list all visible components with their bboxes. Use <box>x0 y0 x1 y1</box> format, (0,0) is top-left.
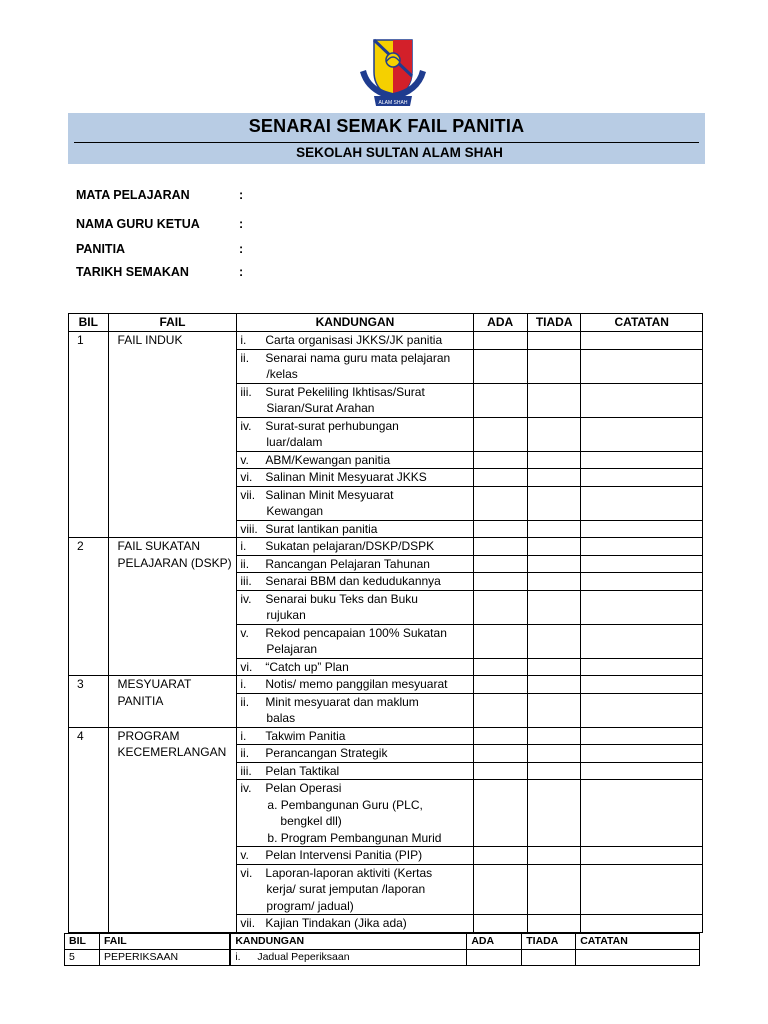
checkbox-tiada[interactable] <box>527 451 581 469</box>
header-ada: ADA <box>473 314 527 332</box>
item-numeral: vi. <box>240 470 253 484</box>
item-numeral: iv. <box>240 418 252 433</box>
table-row <box>65 950 700 966</box>
item-numeral: ii. <box>240 694 250 709</box>
item-numeral: viii. <box>240 521 258 536</box>
row-kandungan <box>237 555 473 573</box>
header-bil: BIL <box>69 314 109 332</box>
item-text: Pelan Taktikal <box>265 763 340 778</box>
row-kandungan <box>237 780 473 847</box>
checkbox-tiada[interactable] <box>527 486 581 520</box>
checkbox-ada[interactable] <box>473 383 527 417</box>
item-numeral: iv. <box>240 781 252 795</box>
item-text: Surat lantikan panitia <box>265 521 378 536</box>
row-kandungan <box>237 762 473 780</box>
item-numeral: iv. <box>240 591 252 606</box>
checkbox-tiada[interactable] <box>527 417 581 451</box>
checkbox-tiada[interactable] <box>527 383 581 417</box>
document-title: SENARAI SEMAK FAIL PANITIA <box>248 116 525 136</box>
title-divider <box>74 142 699 143</box>
header-tiada: TIADA <box>527 314 581 332</box>
checklist-table-continued <box>64 933 700 966</box>
row-kandungan <box>237 332 473 350</box>
checkbox-tiada[interactable] <box>522 950 576 966</box>
item-numeral: ii. <box>240 556 250 571</box>
checkbox-tiada[interactable] <box>527 590 581 624</box>
row-kandungan <box>237 745 473 763</box>
row-kandungan <box>237 486 473 520</box>
checkbox-tiada[interactable] <box>527 555 581 573</box>
checkbox-ada[interactable] <box>473 624 527 658</box>
catatan-cell[interactable] <box>576 950 700 966</box>
checkbox-tiada[interactable] <box>527 349 581 383</box>
item-numeral: vi. <box>240 865 253 880</box>
item-numeral: iii. <box>240 574 252 588</box>
item-text: Rancangan Pelajaran Tahunan <box>265 556 430 571</box>
item-text: Pelan Intervensi Panitia (PIP) <box>265 848 423 862</box>
item-numeral: i. <box>240 677 247 691</box>
row-kandungan <box>237 847 473 865</box>
item-numeral: iii. <box>240 384 252 399</box>
catatan-cell[interactable] <box>581 780 703 847</box>
item-numeral: i. <box>240 333 247 347</box>
catatan-cell[interactable] <box>581 658 703 676</box>
row-bil: 4 <box>69 727 109 932</box>
item-text: Surat-surat perhubungan <box>265 418 399 433</box>
item-text-cont: rujukan <box>266 608 306 622</box>
catatan-cell[interactable] <box>581 451 703 469</box>
table-row <box>69 538 703 556</box>
header-banner <box>68 113 705 164</box>
catatan-cell[interactable] <box>581 349 703 383</box>
row-kandungan <box>237 864 473 915</box>
row-bil: 5 <box>65 950 100 966</box>
row-kandungan: i. Jadual Peperiksaan <box>230 950 467 966</box>
item-text: Kajian Tindakan (Jika ada) <box>265 916 407 930</box>
checkbox-ada[interactable] <box>467 950 522 966</box>
catatan-cell[interactable] <box>581 915 703 933</box>
row-kandungan <box>237 590 473 624</box>
item-text: Minit mesyuarat dan maklum <box>265 694 419 709</box>
catatan-cell[interactable] <box>581 745 703 763</box>
item-numeral: v. <box>240 452 249 467</box>
item-text: Senarai BBM dan kedudukannya <box>265 574 441 588</box>
checkbox-ada[interactable] <box>473 538 527 556</box>
item-text-cont: luar/dalam <box>266 435 323 449</box>
svg-text:ALAM SHAH: ALAM SHAH <box>378 100 408 106</box>
item-numeral: ii. <box>240 350 250 365</box>
item-text-cont: /kelas <box>266 367 298 381</box>
item-text: “Catch up” Plan <box>265 659 349 674</box>
checkbox-ada[interactable] <box>473 847 527 865</box>
header-catatan: CATATAN <box>576 934 700 950</box>
row-kandungan <box>237 693 473 727</box>
item-text: Carta organisasi JKKS/JK panitia <box>265 333 443 347</box>
table-header-row <box>69 314 703 332</box>
header-fail: FAIL <box>99 934 230 950</box>
row-fail <box>108 727 237 932</box>
item-text: ABM/Kewangan panitia <box>265 452 391 467</box>
row-bil: 1 <box>69 332 109 538</box>
checkbox-ada[interactable] <box>473 486 527 520</box>
checkbox-ada[interactable] <box>473 590 527 624</box>
row-kandungan <box>237 658 473 676</box>
item-text-cont: balas <box>266 711 296 725</box>
row-kandungan <box>237 676 473 694</box>
header-kandungan: KANDUNGAN <box>237 314 473 332</box>
row-kandungan <box>237 349 473 383</box>
catatan-cell[interactable] <box>581 727 703 745</box>
catatan-cell[interactable] <box>581 624 703 658</box>
item-numeral: ii. <box>240 746 250 760</box>
checkbox-ada[interactable] <box>473 693 527 727</box>
catatan-cell[interactable] <box>581 847 703 865</box>
item-numeral: v. <box>240 848 249 862</box>
item-text-cont: Siaran/Surat Arahan <box>266 401 375 415</box>
catatan-cell[interactable] <box>581 555 703 573</box>
table-row <box>69 727 703 745</box>
checkbox-ada[interactable] <box>473 555 527 573</box>
catatan-cell[interactable] <box>581 332 703 350</box>
item-text-cont: kerja/ surat jemputan /laporan <box>266 882 426 896</box>
checkbox-ada[interactable] <box>473 349 527 383</box>
checkbox-ada[interactable] <box>473 658 527 676</box>
catatan-cell[interactable] <box>581 864 703 915</box>
item-numeral: vi. <box>240 659 253 674</box>
item-text: Salinan Minit Mesyuarat <box>265 487 394 502</box>
row-kandungan <box>237 624 473 658</box>
table2-header-row <box>65 934 700 950</box>
item-text-cont: Pelajaran <box>266 642 318 656</box>
item-subpoint: a. Pembangunan Guru (PLC, <box>267 797 423 812</box>
item-text: Surat Pekeliling Ikhtisas/Surat <box>265 384 425 399</box>
row-fail <box>108 676 237 728</box>
fail-name-line2: KECEMERLANGAN <box>117 745 227 759</box>
checkbox-ada[interactable] <box>473 573 527 591</box>
checkbox-tiada[interactable] <box>527 469 581 487</box>
fail-name: PROGRAM <box>117 728 180 743</box>
item-subpoint: bengkel dll) <box>280 814 342 828</box>
item-text: Laporan-laporan aktiviti (Kertas <box>265 865 433 880</box>
item-numeral: iii. <box>240 763 252 778</box>
header-kandungan: KANDUNGAN <box>230 934 467 950</box>
checkbox-tiada[interactable] <box>527 915 581 933</box>
catatan-cell[interactable] <box>581 469 703 487</box>
checkbox-ada[interactable] <box>473 417 527 451</box>
catatan-cell[interactable] <box>581 520 703 538</box>
row-fail <box>108 332 237 538</box>
row-fail: PEPERIKSAAN <box>99 950 230 966</box>
checkbox-ada[interactable] <box>473 451 527 469</box>
checkbox-ada[interactable] <box>473 727 527 745</box>
fail-name-line2: PELAJARAN (DSKP) <box>117 555 232 570</box>
catatan-cell[interactable] <box>581 762 703 780</box>
row-fail <box>108 538 237 676</box>
checkbox-ada[interactable] <box>473 762 527 780</box>
checkbox-tiada[interactable] <box>527 538 581 556</box>
checkbox-tiada[interactable] <box>527 745 581 763</box>
item-text: Senarai nama guru mata pelajaran <box>265 350 451 365</box>
fail-name: FAIL INDUK <box>117 333 183 347</box>
checkbox-ada[interactable] <box>473 745 527 763</box>
row-kandungan <box>237 538 473 556</box>
item-text-cont: program/ jadual) <box>266 898 354 913</box>
catatan-cell[interactable] <box>581 573 703 591</box>
item-text: Notis/ memo panggilan mesyuarat <box>265 677 448 691</box>
fail-name: MESYUARAT <box>117 677 192 691</box>
checkbox-tiada[interactable] <box>527 332 581 350</box>
item-text: Rekod pencapaian 100% Sukatan <box>265 625 447 640</box>
header-tiada: TIADA <box>522 934 576 950</box>
school-name: SEKOLAH SULTAN ALAM SHAH <box>296 145 503 160</box>
catatan-cell[interactable] <box>581 676 703 694</box>
checkbox-tiada[interactable] <box>527 520 581 538</box>
catatan-cell[interactable] <box>581 538 703 556</box>
checkbox-ada[interactable] <box>473 780 527 847</box>
checkbox-ada[interactable] <box>473 864 527 915</box>
catatan-cell[interactable] <box>581 590 703 624</box>
item-numeral: i. <box>240 539 247 553</box>
checkbox-tiada[interactable] <box>527 658 581 676</box>
table-row <box>69 332 703 350</box>
checklist-table <box>68 313 703 933</box>
catatan-cell[interactable] <box>581 486 703 520</box>
row-kandungan <box>237 451 473 469</box>
row-kandungan <box>237 727 473 745</box>
checkbox-ada[interactable] <box>473 915 527 933</box>
item-numeral: vii. <box>240 916 256 930</box>
item-text: Pelan Operasi <box>265 781 342 795</box>
header-fail: FAIL <box>108 314 237 332</box>
checkbox-tiada[interactable] <box>527 676 581 694</box>
row-bil: 3 <box>69 676 109 728</box>
catatan-cell[interactable] <box>581 417 703 451</box>
row-bil: 2 <box>69 538 109 676</box>
row-kandungan <box>237 915 473 933</box>
checkbox-tiada[interactable] <box>527 624 581 658</box>
header-catatan: CATATAN <box>581 314 703 332</box>
checkbox-ada[interactable] <box>473 469 527 487</box>
item-numeral: i. <box>240 728 247 743</box>
item-subpoint: b. Program Pembangunan Murid <box>267 830 442 845</box>
item-numeral: vii. <box>240 487 256 502</box>
item-text: Sukatan pelajaran/DSKP/DSPK <box>265 539 435 553</box>
item-text: Salinan Minit Mesyuarat JKKS <box>265 470 427 484</box>
catatan-cell[interactable] <box>581 693 703 727</box>
row-kandungan <box>237 469 473 487</box>
header-ada: ADA <box>467 934 522 950</box>
row-kandungan <box>237 383 473 417</box>
checkbox-tiada[interactable] <box>527 847 581 865</box>
checkbox-tiada[interactable] <box>527 864 581 915</box>
row-kandungan <box>237 520 473 538</box>
catatan-cell[interactable] <box>581 383 703 417</box>
checkbox-tiada[interactable] <box>527 762 581 780</box>
table-row <box>69 676 703 694</box>
checkbox-ada[interactable] <box>473 676 527 694</box>
item-text: Perancangan Strategik <box>265 746 388 760</box>
header-bil: BIL <box>65 934 100 950</box>
checkbox-tiada[interactable] <box>527 780 581 847</box>
row-kandungan <box>237 573 473 591</box>
fail-name-line2: PANITIA <box>117 693 164 708</box>
checkbox-tiada[interactable] <box>527 727 581 745</box>
item-text-cont: Kewangan <box>266 504 324 518</box>
checkbox-tiada[interactable] <box>527 693 581 727</box>
checkbox-ada[interactable] <box>473 520 527 538</box>
item-text: Senarai buku Teks dan Buku <box>265 591 418 606</box>
fail-name: FAIL SUKATAN <box>117 539 201 553</box>
school-crest-logo <box>356 38 430 108</box>
checkbox-ada[interactable] <box>473 332 527 350</box>
row-kandungan <box>237 417 473 451</box>
item-text: Takwim Panitia <box>265 728 346 743</box>
checkbox-tiada[interactable] <box>527 573 581 591</box>
item-numeral: v. <box>240 625 249 640</box>
